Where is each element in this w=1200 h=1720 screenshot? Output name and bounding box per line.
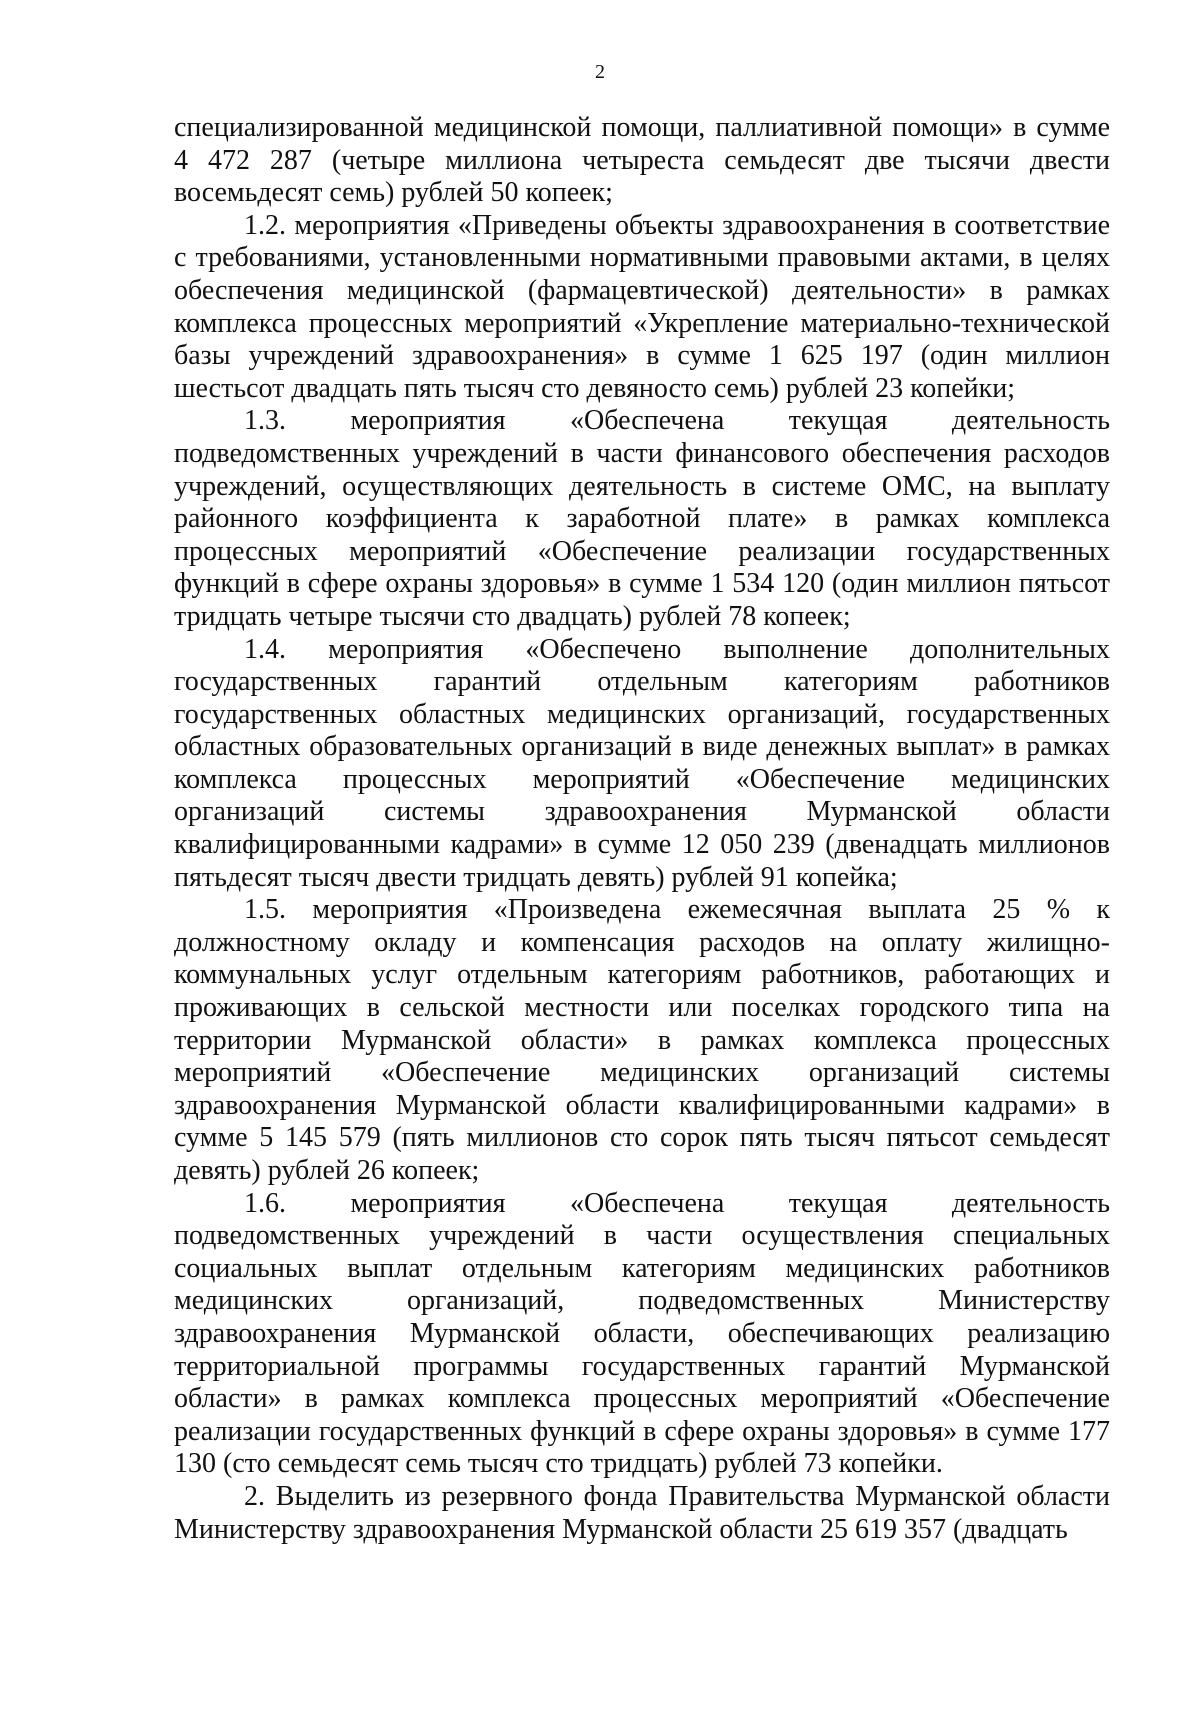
page-number: 2	[595, 61, 605, 83]
paragraph-1-3: 1.3. мероприятия «Обеспечена текущая деятельность подведомственных учреждений в части финансового обеспечения расходов учреждений, осуществляющих деятельность в системе ОМС, на выплату районного коэффициента к заработной плате» в рамках комплекса процессных мероприятий «Обеспечение реализации государственных функций в сфере охраны здоровья» в сумме 1 534 120 (один миллион пятьсот тридцать четыре тысячи сто двадцать) рублей 78 копеек;	[174, 405, 1110, 632]
paragraph-1-6: 1.6. мероприятия «Обеспечена текущая деятельность подведомственных учреждений в части осуществления специальных социальных выплат отдельным категориям медицинских работников медицинских организаций, подведомственных Министерству здравоохранения Мурманской области, обеспечивающих реализацию территориальной программы государственных гарантий Мурманской области» в рамках комплекса процессных мероприятий «Обеспечение реализации государственных функций в сфере охраны здоровья» в сумме 177 130 (сто семьдесят семь тысяч сто тридцать) рублей 73 копейки.	[174, 1187, 1110, 1480]
paragraph-1-5: 1.5. мероприятия «Произведена ежемесячная выплата 25 % к должностному окладу и компенсация расходов на оплату жилищно-коммунальных услуг отдельным категориям работников, работающих и проживающих в сельской местности или поселках городского типа на территории Мурманской области» в рамках комплекса процессных мероприятий «Обеспечение медицинских организаций системы здравоохранения Мурманской области квалифицированными кадрами» в сумме 5 145 579 (пять миллионов сто сорок пять тысяч пятьсот семьдесят девять) рублей 26 копеек;	[174, 894, 1110, 1186]
paragraph-2: 2. Выделить из резервного фонда Правительства Мурманской области Министерству здравоохранения Мурманской области 25 619 357 (двадцать	[174, 1480, 1110, 1545]
document-body	[174, 112, 1110, 1546]
paragraph-1-2: 1.2. мероприятия «Приведены объекты здравоохранения в соответствие с требованиями, установленными нормативными правовыми актами, в целях обеспечения медицинской (фармацевтической) деятельности» в рамках комплекса процессных мероприятий «Укрепление материально-технической базы учреждений здравоохранения» в сумме 1 625 197 (один миллион шестьсот двадцать пять тысяч сто девяносто семь) рублей 23 копейки;	[174, 209, 1110, 404]
paragraph-continuation: специализированной медицинской помощи, паллиативной помощи» в сумме 4 472 287 (четыре миллиона четыреста семьдесят две тысячи двести восемьдесят семь) рублей 50 копеек;	[174, 112, 1110, 209]
paragraph-1-4: 1.4. мероприятия «Обеспечено выполнение дополнительных государственных гарантий отдельным категориям работников государственных областных медицинских организаций, государственных областных образовательных организаций в виде денежных выплат» в рамках комплекса процессных мероприятий «Обеспечение медицинских организаций системы здравоохранения Мурманской области квалифицированными кадрами» в сумме 12 050 239 (двенадцать миллионов пятьдесят тысяч двести тридцать девять) рублей 91 копейка;	[174, 633, 1110, 893]
